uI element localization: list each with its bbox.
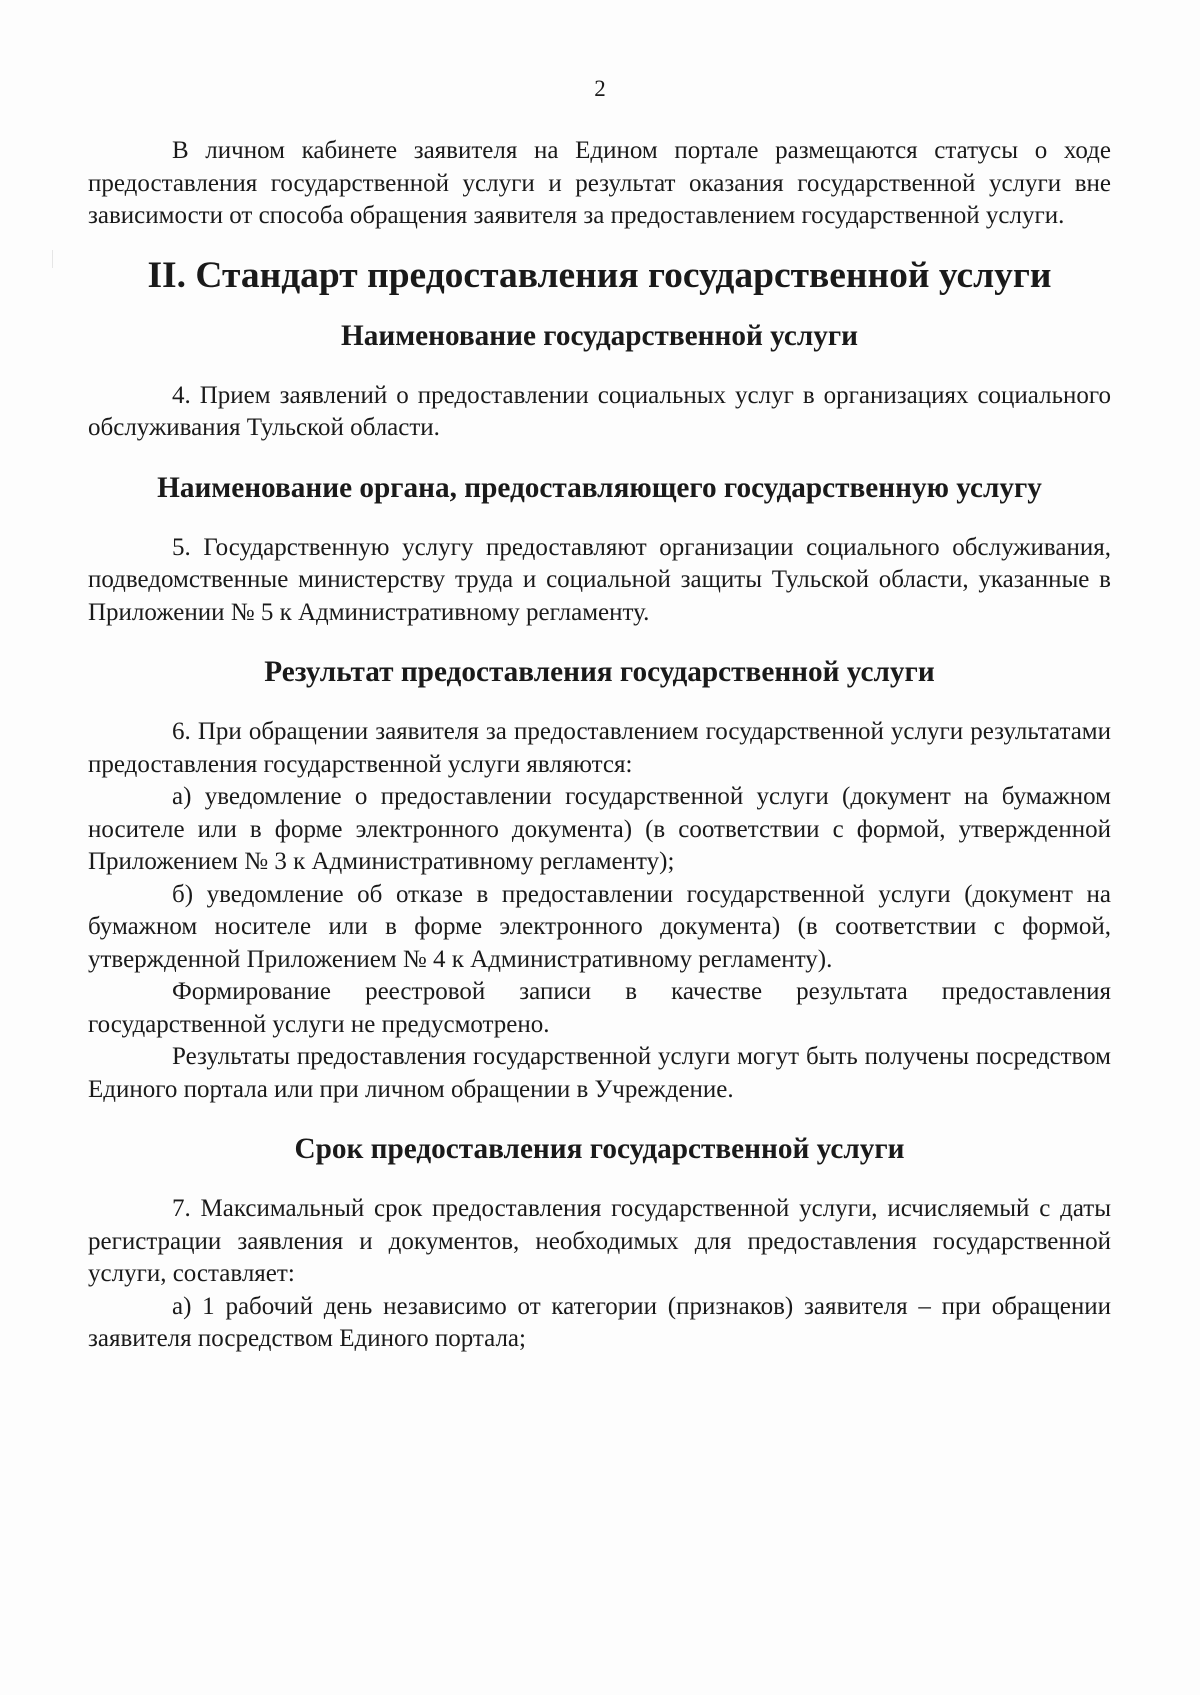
paragraph-status-info: В личном кабинете заявителя на Едином портале размещаются статусы о ходе предоставления государственной услуги и результат оказания государственной услуги вне зависимости от способа обращения заявителя за предоставлением государственной услуги.	[88, 137, 1111, 229]
paragraph-registry-record: Формирование реестровой записи в качестве результата предоставления государственной услуги не предусмотрено.	[88, 978, 1111, 1038]
paragraph-6-b: б) уведомление об отказе в предоставлении государственной услуги (документ на бумажном носителе или в форме электронного документа) (в соответствии с формой, утвержденной Приложением № 4 к Административному регламенту).	[88, 880, 1111, 973]
subheading-service-result: Результат предоставления государственной услуги	[264, 656, 935, 688]
page-number: 2	[594, 76, 606, 101]
paragraph-5: 5. Государственную услугу предоставляют организации социального обслуживания, подведомственные министерству труда и социальной защиты Тульской области, указанные в Приложении № 5 к Административному регламенту.	[88, 533, 1111, 626]
subheading-service-term: Срок предоставления государственной услуги	[294, 1133, 905, 1165]
subheading-service-name: Наименование государственной услуги	[340, 319, 859, 352]
document-body	[88, 135, 1111, 1356]
subheading-provider-name: Наименование органа, предоставляющего государственную услугу	[157, 471, 1042, 504]
section-heading-standard: II. Стандарт предоставления государственной услуги	[147, 254, 1052, 296]
paragraph-6: 6. При обращении заявителя за предоставлением государственной услуги результатами предоставления государственной услуги являются:	[88, 718, 1111, 778]
scan-artifact	[52, 250, 53, 268]
paragraph-7-a: а) 1 рабочий день независимо от категории (признаков) заявителя – при обращении заявителя посредством Единого портала;	[88, 1292, 1111, 1352]
paragraph-4: 4. Прием заявлений о предоставлении социальных услуг в организациях социального обслуживания Тульской области.	[88, 381, 1111, 441]
paragraph-results-receipt: Результаты предоставления государственной услуги могут быть получены посредством Единого портала или при личном обращении в Учреждение.	[88, 1043, 1111, 1103]
paragraph-6-a: а) уведомление о предоставлении государственной услуги (документ на бумажном носителе или в форме электронного документа) (в соответствии с формой, утвержденной Приложением № 3 к Административному регламенту);	[88, 783, 1111, 875]
paragraph-7: 7. Максимальный срок предоставления государственной услуги, исчисляемый с даты регистрации заявления и документов, необходимых для предоставления государственной услуги, составляет:	[88, 1195, 1111, 1287]
